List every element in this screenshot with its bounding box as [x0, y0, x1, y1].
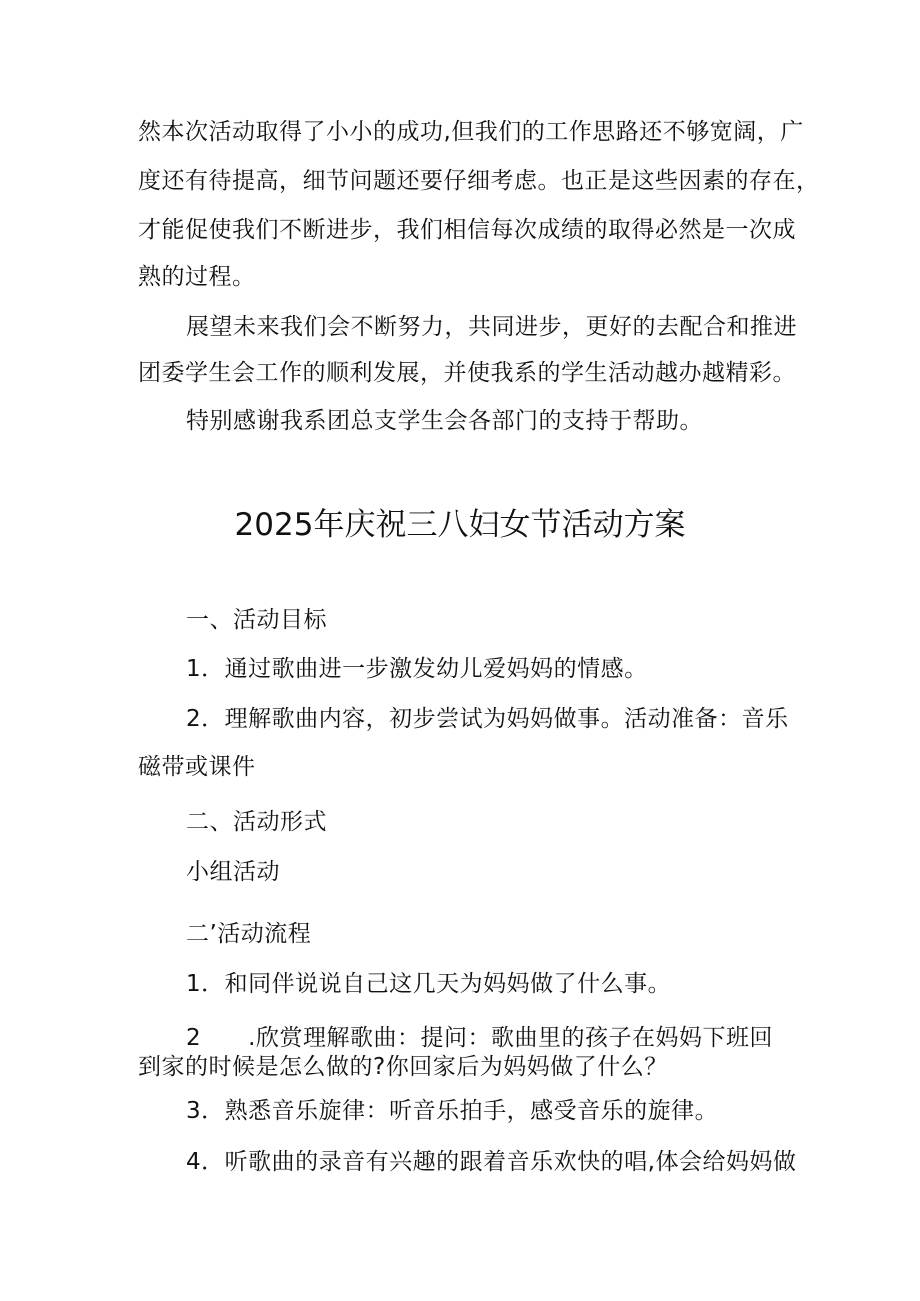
plan-step-1: 1．和同伴说说自己这几天为妈妈做了什么事。: [186, 971, 672, 997]
plan-step-3: 3．熟悉音乐旋律：听音乐拍手，感受音乐的旋律。: [186, 1098, 719, 1124]
intro-line-4: 熟的过程。: [138, 264, 256, 290]
plan-goal-1: 1．通过歌曲进一步激发幼儿爱妈妈的情感。: [186, 656, 648, 682]
plan-step-2-cont: 到家的时候是怎么做的?你回家后为妈妈做了什么？: [138, 1054, 668, 1080]
plan-heading-process: 二’活动流程: [186, 921, 312, 947]
plan-heading-form: 二、活动形式: [186, 809, 327, 835]
plan-step-4: 4．听歌曲的录音有兴趣的跟着音乐欢快的唱,体会给妈妈做: [186, 1149, 797, 1175]
intro-line-6: 团委学生会工作的顺利发展，并使我系的学生活动越办越精彩。: [138, 360, 796, 386]
intro-line-3: 才能促使我们不断进步，我们相信每次成绩的取得必然是一次成: [138, 217, 796, 243]
intro-line-1: 然本次活动取得了小小的成功,但我们的工作思路还不够宽阔，广: [138, 119, 804, 145]
plan-step-2: 2 .欣赏理解歌曲：提问：歌曲里的孩子在妈妈下班回: [186, 1025, 773, 1051]
intro-line-7: 特别感谢我系团总支学生会各部门的支持于帮助。: [186, 408, 703, 434]
plan-goal-2-cont: 磁带或课件: [138, 754, 256, 780]
intro-line-5: 展望未来我们会不断努力，共同进步，更好的去配合和推进: [186, 314, 797, 340]
intro-line-2: 度还有待提高，细节问题还要仔细考虑。也正是这些因素的存在，: [138, 168, 820, 194]
plan-goal-2: 2．理解歌曲内容，初步尝试为妈妈做事。活动准备：音乐: [186, 706, 789, 732]
plan-heading-goals: 一、活动目标: [186, 607, 327, 633]
document-title: 2025年庆祝三八妇女节活动方案: [234, 507, 686, 543]
plan-form-value: 小组活动: [186, 859, 280, 885]
